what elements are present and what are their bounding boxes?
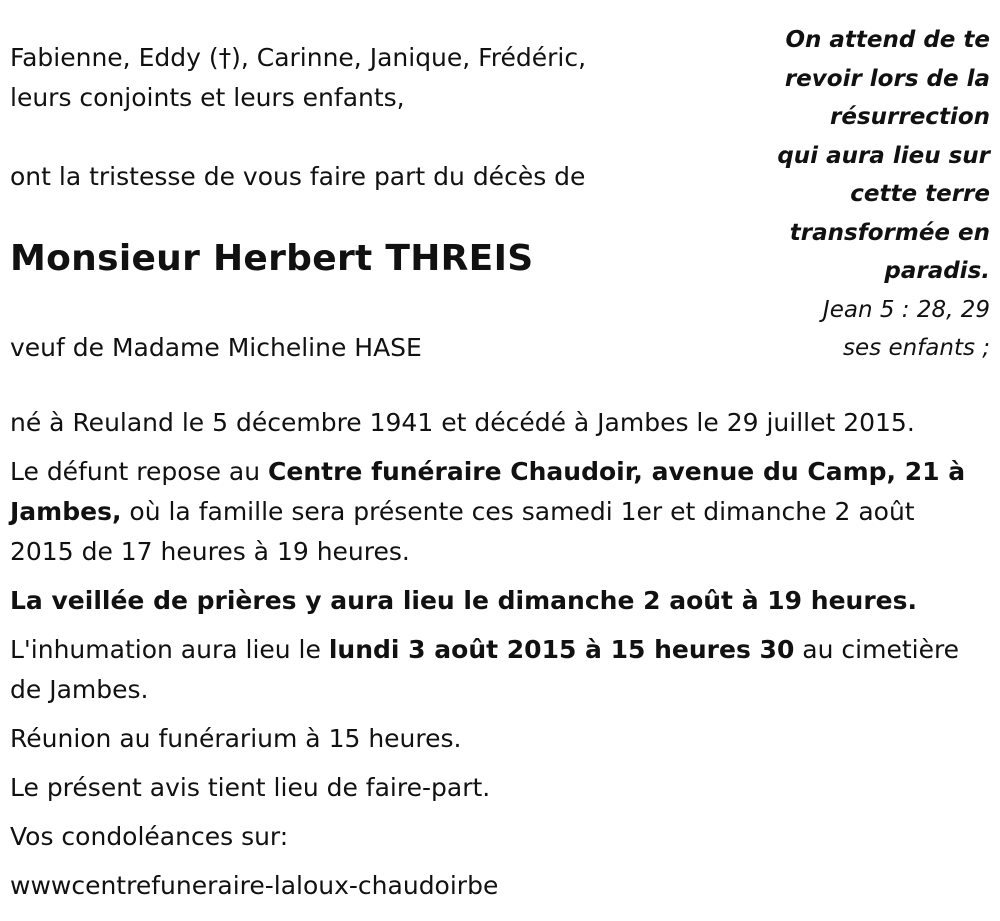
verse-signature: ses enfants ; [843,335,990,361]
announcement-text: ont la tristesse de vous faire part du décès de [10,162,586,191]
notice-paragraph: Le présent avis tient lieu de faire-part. [10,773,491,802]
birth-death-line: né à Reuland le 5 décembre 1941 et décédé à Jambes le 29 juillet 2015. [10,408,915,437]
family-line-1 [10,38,710,78]
condolences-website: wwwcentrefuneraire-laloux-chaudoirbe [10,871,499,900]
verse-line: résurrection [830,104,990,130]
notice-body [10,403,985,915]
family-names [10,38,710,118]
family-names-start: Fabienne, Eddy ( [10,43,219,72]
widower-of: veuf de Madame Micheline HASE [10,333,422,362]
family-names-end: ), Carinne, Janique, Frédéric, [231,43,587,72]
burial-place: au cimetière de Jambes. [10,635,960,704]
vigil-text: La veillée de prières y aura lieu le dimanche 2 août à 19 heures. [10,586,917,615]
verse-line: transformée en [789,219,990,246]
burial-intro: L'inhumation aura lieu le [10,635,329,664]
verse-line: On attend de te [785,27,990,53]
bible-verse [750,21,990,368]
family-line-2: leurs conjoints et leurs enfants, [10,83,405,112]
header-block [10,38,710,368]
condolences-label: Vos condoléances sur: [10,822,289,851]
meeting-paragraph: Réunion au funérarium à 15 heures. [10,724,462,753]
verse-line: revoir lors de la [784,65,990,92]
cross-icon: † [218,43,232,72]
verse-reference: Jean 5 : 28, 29 [822,296,990,323]
funeral-center-address: Centre funéraire Chaudoir, avenue du Camp, 21 à Jambes, [10,457,966,526]
resting-place-paragraph [10,452,985,572]
resting-intro: Le défunt repose au [10,457,269,486]
burial-datetime: lundi 3 août 2015 à 15 heures 30 [328,635,795,664]
visiting-hours: où la famille sera présente ces samedi 1er et dimanche 2 août 2015 de 17 heures à 19 heures. [10,497,915,566]
verse-line: cette terre [850,181,990,207]
vigil-paragraph [10,581,985,621]
deceased-name: Monsieur Herbert THREIS [10,238,534,279]
burial-paragraph [10,630,985,710]
verse-line: qui aura lieu sur [777,142,990,169]
verse-line: paradis. [884,258,990,284]
